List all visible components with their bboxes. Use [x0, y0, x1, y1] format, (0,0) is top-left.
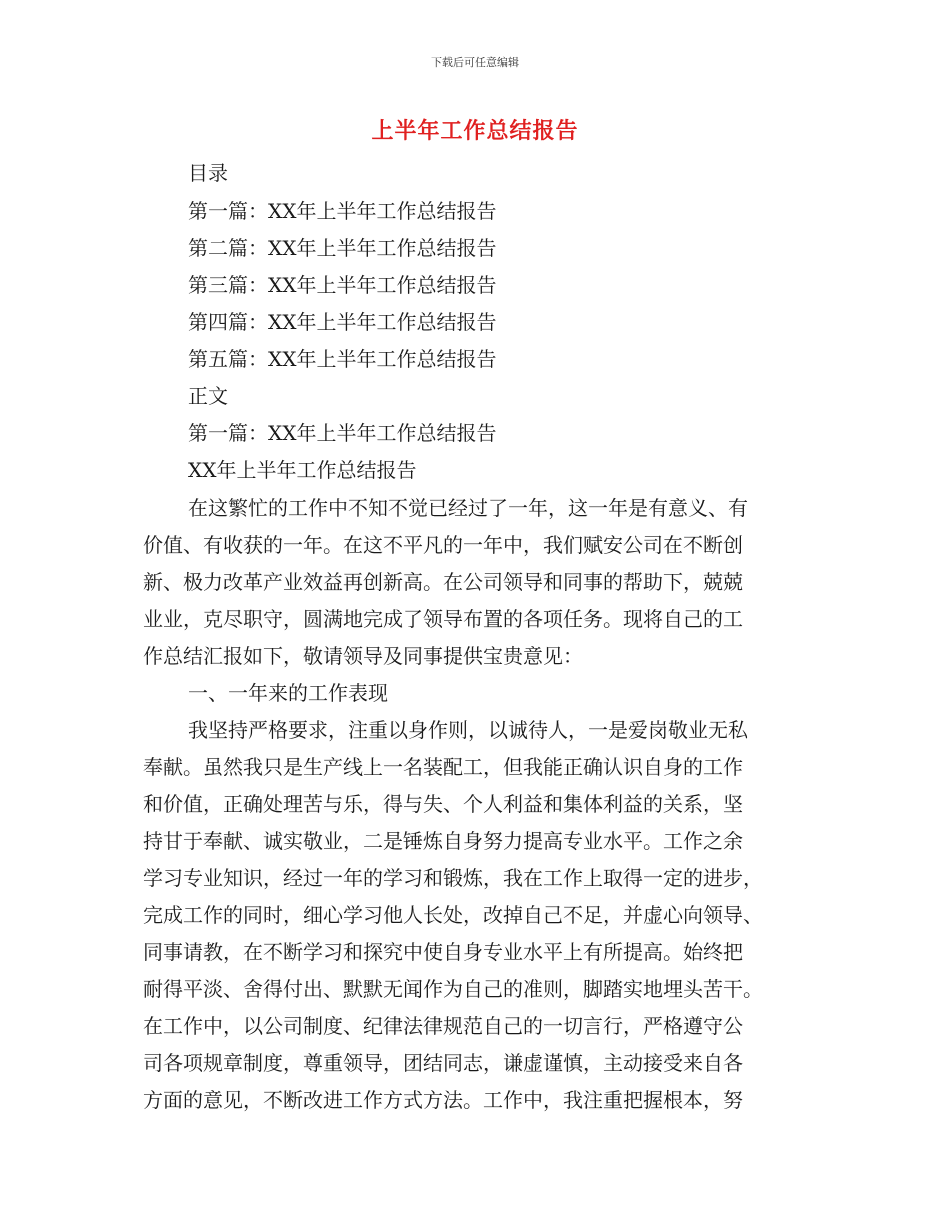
- document-title: 上半年工作总结报告: [371, 119, 579, 144]
- toc-item: 第三篇：XX年上半年工作总结报告: [188, 273, 497, 297]
- paragraph-line: 和价值，正确处理苦与乐，得与失、个人利益和集体利益的关系，坚: [143, 792, 743, 816]
- toc-heading: 目录: [188, 161, 228, 185]
- download-note: 下载后可任意编辑: [431, 56, 519, 69]
- article-title: XX年上半年工作总结报告: [188, 458, 417, 482]
- paragraph-line: 司各项规章制度，尊重领导，团结同志，谦虚谨慎，主动接受来自各: [143, 1051, 743, 1075]
- chapter-title: 第一篇：XX年上半年工作总结报告: [188, 421, 497, 445]
- toc-item: 第一篇：XX年上半年工作总结报告: [188, 199, 497, 223]
- toc-item: 第五篇：XX年上半年工作总结报告: [188, 347, 497, 371]
- paragraph-line: 作总结汇报如下，敬请领导及同事提供宝贵意见：: [143, 644, 583, 668]
- paragraph-line: 耐得平淡、舍得付出、默默无闻作为自己的准则，脚踏实地埋头苦干。: [143, 977, 763, 1001]
- body-heading: 正文: [188, 384, 228, 408]
- paragraph-line: 方面的意见，不断改进工作方式方法。工作中，我注重把握根本，努: [143, 1088, 743, 1112]
- paragraph-line: 在工作中，以公司制度、纪律法律规范自己的一切言行，严格遵守公: [143, 1014, 743, 1038]
- toc-item: 第四篇：XX年上半年工作总结报告: [188, 310, 497, 334]
- paragraph-line: 奉献。虽然我只是生产线上一名装配工，但我能正确认识自身的工作: [143, 755, 743, 779]
- paragraph-line: 在这繁忙的工作中不知不觉已经过了一年，这一年是有意义、有: [188, 496, 748, 520]
- paragraph-line: 持甘于奉献、诚实敬业，二是锤炼自身努力提高专业水平。工作之余: [143, 829, 743, 853]
- paragraph-line: 价值、有收获的一年。在这不平凡的一年中，我们赋安公司在不断创: [143, 533, 743, 557]
- paragraph-line: 我坚持严格要求，注重以身作则，以诚待人，一是爱岗敬业无私: [188, 718, 748, 742]
- paragraph-line: 完成工作的同时，细心学习他人长处，改掉自己不足，并虚心向领导、: [143, 903, 763, 927]
- paragraph-line: 同事请教，在不断学习和探究中使自身专业水平上有所提高。始终把: [143, 940, 743, 964]
- toc-item: 第二篇：XX年上半年工作总结报告: [188, 236, 497, 260]
- paragraph-line: 学习专业知识，经过一年的学习和锻炼，我在工作上取得一定的进步，: [143, 866, 763, 890]
- paragraph-line: 新、极力改革产业效益再创新高。在公司领导和同事的帮助下，兢兢: [143, 570, 743, 594]
- paragraph-line: 业业，克尽职守，圆满地完成了领导布置的各项任务。现将自己的工: [143, 607, 743, 631]
- section-heading: 一、一年来的工作表现: [188, 681, 388, 705]
